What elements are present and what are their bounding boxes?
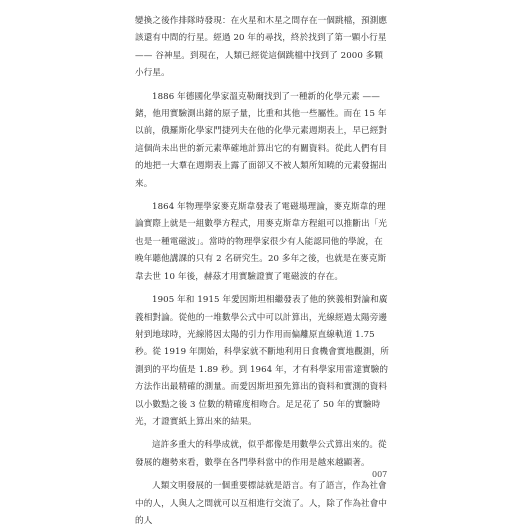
paragraph-4: 1905 年和 1915 年愛因斯坦相繼發表了他的狹義相對論和廣義相對論。從他的一堆數學公式中可以計算出，光線經過太陽旁邊射到地球時，光線將因太陽的引力作用而偏離原直線軌道 1.75 秒。從 1919 年開始，科學家就不斷地利用日食機會實地觀測，所測到的平均值是 1.89 秒。到 1964 年，才有科學家用雷達實驗的方法作出最精確的測量。而愛因斯坦預先算出的資料和實測的資料以小數點之後 3 位數的精確度相吻合。足足花了 50 年的實驗時光，才證實紙上算出來的結果。 xyxy=(135,295,389,427)
page-number: 007 xyxy=(372,470,388,479)
paragraph-3: 1864 年物理學家麥克斯韋發表了電磁場理論，麥克斯韋的理論實際上就是一組數學方程式，用麥克斯韋方程組可以推斷出「光也是一種電磁波」。當時的物理學家很少有人能認同他的學說，在晚年聽他講課的只有 2 名研究生。20 多年之後，也就是在麥克斯韋去世 10 年後，赫茲才用實驗證實了電磁波的存在。 xyxy=(135,202,388,282)
paragraph-6: 人類文明發展的一個重要標誌就是語言。有了語言，作為社會中的人，人與人之間就可以互相進行交流了。人，除了作為社會中的人 xyxy=(135,481,388,526)
paragraph-2: 1886 年德國化學家溫克勒爾找到了一種新的化學元素 —— 鍺，他用實驗測出鍺的原子量，比重和其他一些屬性。而在 15 年以前，俄羅斯化學家門捷列夫在他的化學元素週期表上，早已經對這個尚未出世的新元素準確地計算出它的有關資料。從此人們有目的地把一大羣在週期表上露了面卻又不被人類所知曉的元素發掘出來。 xyxy=(135,91,388,189)
body-text xyxy=(135,13,390,530)
paragraph-1: 變換之後作排隊時發現：在火星和木星之間存在一個跳檔，預測應該還有中間的行星。經過 20 年的尋找，終於找到了第一顆小行星 —— 谷神星。到現在，人類已經從這個跳檔中找到了 2000 多顆小行星。 xyxy=(135,16,390,79)
paragraph-5: 這許多重大的科學成就，似乎都像是用數學公式算出來的。從發展的趨勢來看，數學在各門學科當中的作用是越來越顯著。 xyxy=(135,440,387,468)
